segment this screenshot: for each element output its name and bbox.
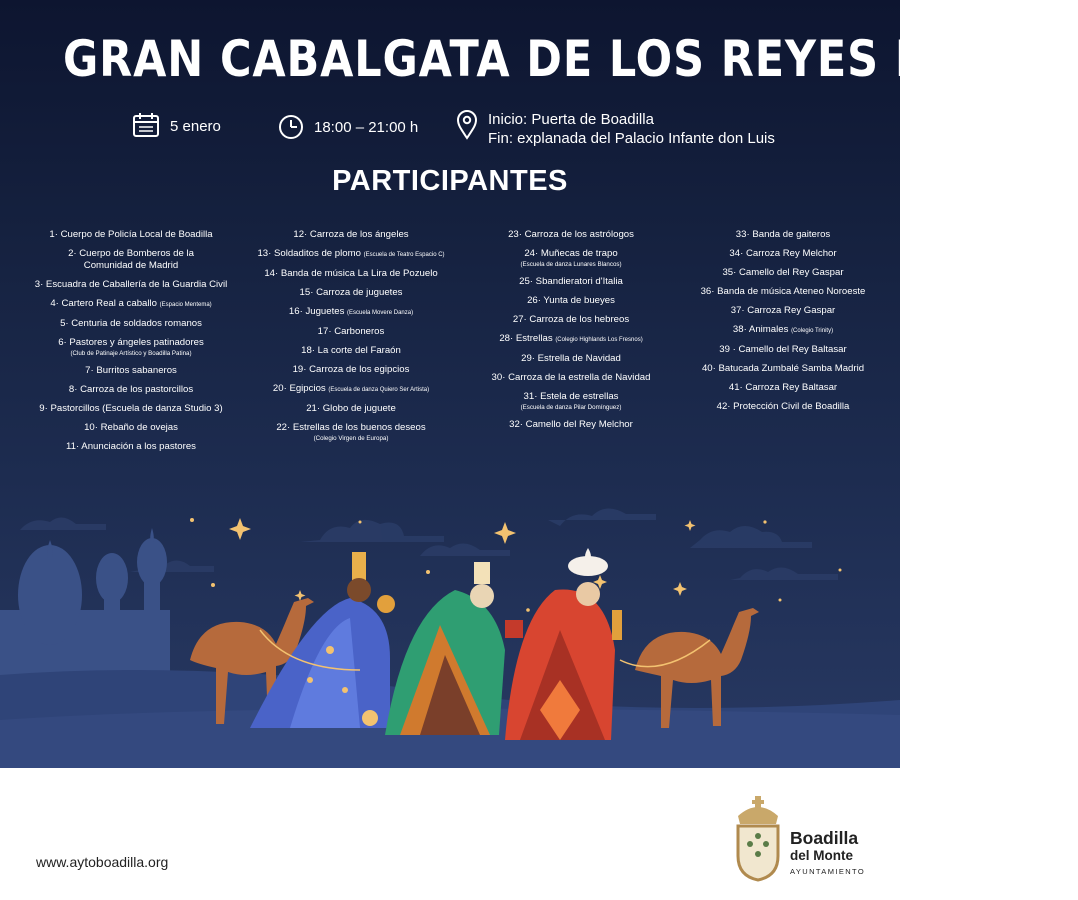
participant-item bbox=[20, 248, 242, 272]
participant-note: (Escuela Movere Danza) bbox=[347, 310, 414, 316]
participant-name: 37· Carroza Rey Gaspar bbox=[730, 305, 836, 316]
participant-item bbox=[240, 229, 462, 241]
participant-name: 10· Rebaño de ovejas bbox=[84, 422, 178, 433]
participant-name: 9· Pastorcillos (Escuela de danza Studio 3) bbox=[39, 403, 223, 414]
participant-name: 14· Banda de música La Lira de Pozuelo bbox=[264, 268, 438, 279]
calendar-icon bbox=[132, 112, 160, 138]
event-time-text: 18:00 – 21:00 h bbox=[314, 119, 419, 136]
poster-title: GRAN CABALGATA DE LOS REYES MAGOS bbox=[63, 30, 1078, 88]
participant-item bbox=[460, 353, 682, 365]
participant-line bbox=[240, 268, 462, 280]
participant-item bbox=[240, 403, 462, 415]
participant-line bbox=[672, 248, 894, 260]
participant-subline: (Colegio Virgen de Europa) bbox=[313, 435, 389, 442]
participant-item bbox=[240, 383, 462, 396]
participant-note: (Escuela de Teatro Espacio C) bbox=[363, 252, 445, 258]
participant-item bbox=[20, 403, 242, 415]
website-link[interactable]: www.aytoboadilla.org bbox=[36, 854, 169, 870]
participant-line bbox=[240, 287, 462, 299]
participant-item bbox=[672, 363, 894, 375]
participant-line bbox=[460, 419, 682, 431]
participant-item bbox=[240, 306, 462, 319]
participant-name: 31· Estela de estrellas bbox=[523, 391, 619, 402]
participant-name: 40· Batucada Zumbalé Samba Madrid bbox=[701, 363, 865, 374]
route-start: Inicio: Puerta de Boadilla bbox=[488, 111, 654, 128]
participant-item bbox=[672, 344, 894, 356]
participant-line bbox=[672, 229, 894, 241]
participant-item bbox=[460, 276, 682, 288]
participant-item bbox=[240, 287, 462, 299]
participant-item bbox=[672, 248, 894, 260]
participant-name: 22· Estrellas de los buenos deseos bbox=[276, 422, 426, 433]
participant-note: (Espacio Mentema) bbox=[159, 302, 212, 308]
participant-name: 11· Anunciación a los pastores bbox=[66, 441, 196, 452]
participant-line bbox=[460, 314, 682, 326]
participant-name: 42· Protección Civil de Boadilla bbox=[716, 401, 850, 412]
participant-line bbox=[240, 345, 462, 357]
participant-name: 18· La corte del Faraón bbox=[301, 345, 401, 356]
participant-subline: (Escuela de danza Lunares Blancos) bbox=[520, 261, 622, 268]
municipality-logo bbox=[734, 794, 874, 890]
participant-name: 34· Carroza Rey Melchor bbox=[729, 248, 837, 259]
participant-item bbox=[672, 401, 894, 413]
participant-item bbox=[460, 372, 682, 384]
participant-name: 25· Sbandieratori d'Italia bbox=[519, 276, 623, 287]
participant-name: 26· Yunta de bueyes bbox=[527, 295, 615, 306]
participant-item bbox=[672, 382, 894, 394]
participant-line bbox=[240, 306, 462, 319]
participant-line bbox=[240, 383, 462, 396]
participant-item bbox=[460, 295, 682, 307]
location-pin-icon bbox=[456, 110, 478, 140]
participant-item bbox=[672, 267, 894, 279]
participant-line bbox=[460, 229, 682, 241]
participant-line bbox=[20, 298, 242, 311]
participant-line bbox=[460, 276, 682, 288]
participant-item bbox=[20, 337, 242, 358]
footer bbox=[0, 768, 900, 900]
participant-name: 15· Carroza de juguetes bbox=[299, 287, 403, 298]
participant-item bbox=[240, 345, 462, 357]
participant-name: 23· Carroza de los astrólogos bbox=[508, 229, 634, 240]
participant-item bbox=[20, 384, 242, 396]
participant-item bbox=[20, 318, 242, 330]
participant-item bbox=[460, 391, 682, 412]
participant-line bbox=[240, 364, 462, 376]
participant-line bbox=[672, 344, 894, 356]
participant-item bbox=[240, 422, 462, 443]
participant-name: 16· Juguetes bbox=[288, 306, 345, 317]
participant-line bbox=[460, 372, 682, 384]
event-date-text: 5 enero bbox=[170, 118, 221, 135]
participant-item bbox=[240, 364, 462, 376]
participants-column bbox=[460, 229, 682, 438]
logo-name-line3: AYUNTAMIENTO bbox=[790, 867, 866, 876]
three-kings-camels-illustration bbox=[0, 500, 900, 768]
participant-name: 29· Estrella de Navidad bbox=[521, 353, 621, 364]
participant-line bbox=[20, 318, 242, 330]
participant-name: 24· Muñecas de trapo bbox=[524, 248, 618, 259]
participant-item bbox=[672, 305, 894, 317]
participant-line bbox=[672, 286, 894, 298]
route-end: Fin: explanada del Palacio Infante don Luis bbox=[488, 130, 775, 147]
participant-line bbox=[460, 333, 682, 346]
event-time bbox=[278, 114, 418, 140]
participant-name: 12· Carroza de los ángeles bbox=[293, 229, 409, 240]
clock-icon bbox=[278, 114, 304, 140]
participant-note: (Colegio Highlands Los Fresnos) bbox=[555, 337, 643, 343]
participant-line bbox=[460, 295, 682, 307]
participant-line bbox=[460, 391, 682, 403]
participant-name: 36· Banda de música Ateneo Noroeste bbox=[700, 286, 866, 297]
participant-line bbox=[20, 229, 242, 241]
participant-line bbox=[460, 353, 682, 365]
participant-name: 17· Carboneros bbox=[317, 326, 385, 337]
participant-name: 32· Camello del Rey Melchor bbox=[509, 419, 633, 430]
participant-item bbox=[672, 286, 894, 298]
participant-name: 39 · Camello del Rey Baltasar bbox=[719, 344, 847, 355]
participant-name: 35· Camello del Rey Gaspar bbox=[722, 267, 844, 278]
participant-item bbox=[672, 324, 894, 337]
participant-line bbox=[460, 248, 682, 260]
participant-line bbox=[240, 326, 462, 338]
participant-name: 8· Carroza de los pastorcillos bbox=[68, 384, 194, 395]
participant-line bbox=[20, 279, 242, 291]
participants-column bbox=[240, 229, 462, 450]
participant-subline: (Club de Patinaje Artístico y Boadilla Patina) bbox=[70, 350, 192, 357]
participant-item bbox=[240, 268, 462, 280]
participants-column bbox=[672, 229, 894, 420]
participant-name: 6· Pastores y ángeles patinadores bbox=[58, 337, 204, 348]
participant-name: 38· Animales bbox=[732, 324, 789, 335]
participant-name: 27· Carroza de los hebreos bbox=[512, 314, 630, 325]
participant-line bbox=[20, 248, 242, 260]
participant-note: (Colegio Trinity) bbox=[791, 328, 834, 334]
participant-line bbox=[672, 305, 894, 317]
participant-name: 3· Escuadra de Caballería de la Guardia Civil bbox=[34, 279, 228, 290]
participant-subline: (Escuela de danza Pilar Domínguez) bbox=[520, 404, 622, 411]
participant-line bbox=[20, 422, 242, 434]
participant-line bbox=[240, 422, 462, 434]
participant-name: 30· Carroza de la estrella de Navidad bbox=[491, 372, 651, 383]
participant-item bbox=[20, 279, 242, 291]
logo-name-line1: Boadilla bbox=[790, 828, 859, 848]
participant-line bbox=[672, 363, 894, 375]
participant-line bbox=[240, 229, 462, 241]
participant-item bbox=[460, 229, 682, 241]
participants-column bbox=[20, 229, 242, 460]
event-date bbox=[132, 112, 221, 138]
participant-name: 33· Banda de gaiteros bbox=[735, 229, 831, 240]
participant-item bbox=[460, 314, 682, 326]
participants-heading: PARTICIPANTES bbox=[332, 165, 568, 197]
participant-item bbox=[460, 333, 682, 346]
participant-item bbox=[20, 365, 242, 377]
participant-name: 7· Burritos sabaneros bbox=[85, 365, 177, 376]
participant-note: (Escuela de danza Quiero Ser Artista) bbox=[328, 387, 430, 393]
participant-line bbox=[20, 403, 242, 415]
coat-of-arms-icon bbox=[734, 794, 782, 882]
participant-line bbox=[20, 384, 242, 396]
participant-line bbox=[672, 401, 894, 413]
event-location bbox=[456, 110, 775, 148]
participant-name: 13· Soldaditos de plomo bbox=[257, 248, 361, 259]
participant-line bbox=[20, 337, 242, 349]
participant-item bbox=[20, 441, 242, 453]
participant-name: 4· Cartero Real a caballo bbox=[50, 298, 157, 309]
participant-item bbox=[20, 298, 242, 311]
participant-name: 41· Carroza Rey Baltasar bbox=[728, 382, 838, 393]
participant-line bbox=[240, 248, 462, 261]
participant-name: 5· Centuria de soldados romanos bbox=[60, 318, 202, 329]
participant-line bbox=[672, 382, 894, 394]
participant-line bbox=[20, 441, 242, 453]
participant-line bbox=[240, 403, 462, 415]
participant-item bbox=[20, 229, 242, 241]
participant-subline: Comunidad de Madrid bbox=[83, 260, 179, 271]
participant-item bbox=[460, 248, 682, 269]
logo-name-line2: del Monte bbox=[790, 848, 853, 863]
participant-item bbox=[460, 419, 682, 431]
participant-item bbox=[20, 422, 242, 434]
participant-item bbox=[240, 248, 462, 261]
participant-name: 20· Egipcios bbox=[272, 383, 326, 394]
participant-name: 21· Globo de juguete bbox=[306, 403, 396, 414]
participant-name: 2· Cuerpo de Bomberos de la bbox=[68, 248, 194, 259]
participant-name: 19· Carroza de los egipcios bbox=[292, 364, 410, 375]
participant-name: 28· Estrellas bbox=[499, 333, 553, 344]
participant-line bbox=[672, 324, 894, 337]
participant-name: 1· Cuerpo de Policía Local de Boadilla bbox=[49, 229, 213, 240]
participant-item bbox=[672, 229, 894, 241]
participant-line bbox=[20, 365, 242, 377]
participant-line bbox=[672, 267, 894, 279]
participant-item bbox=[240, 326, 462, 338]
